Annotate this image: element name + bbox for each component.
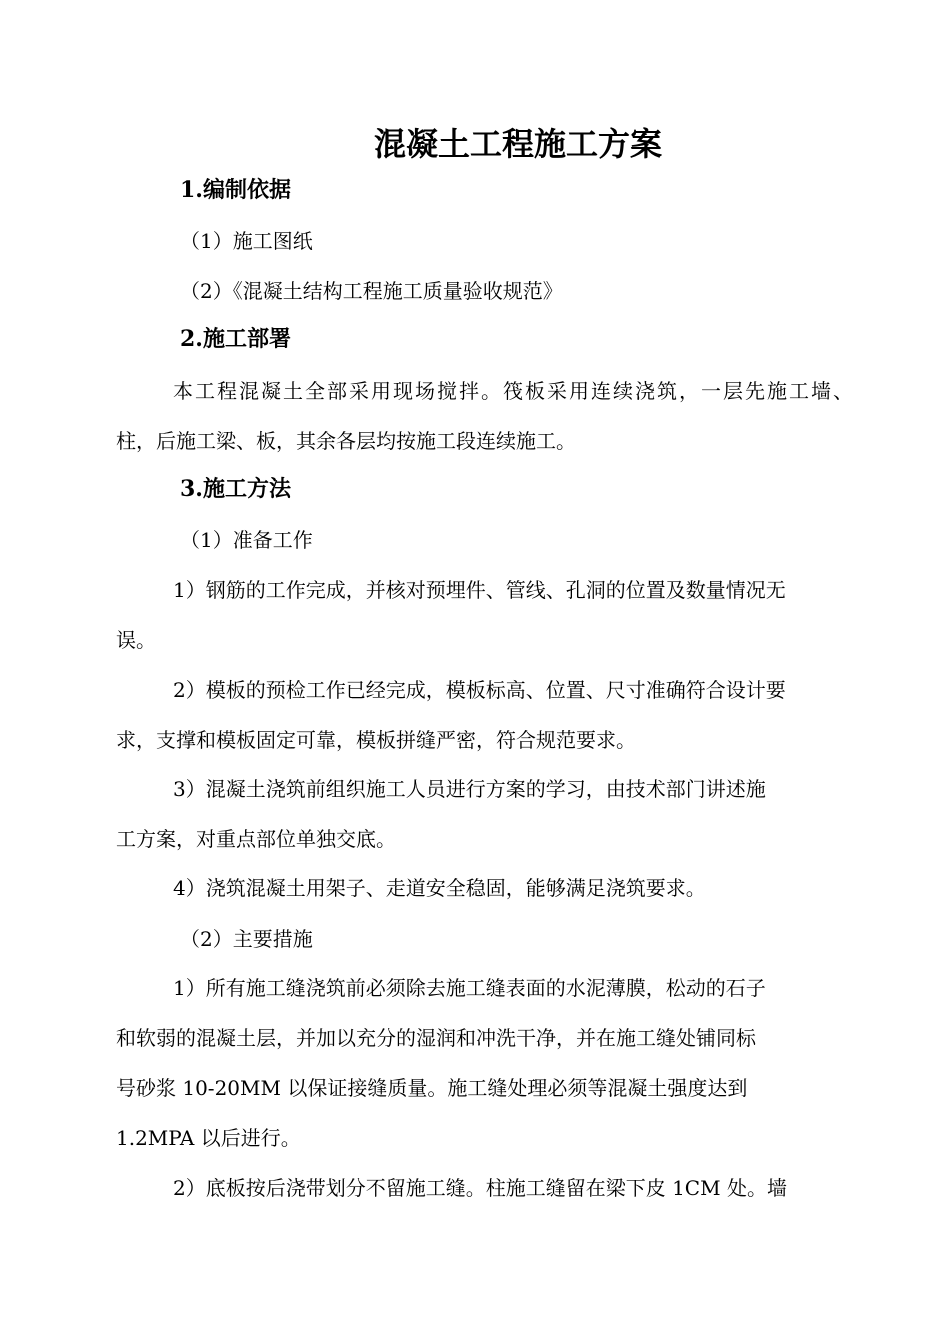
section-heading-method: 3.施工方法 <box>180 476 291 502</box>
measure-1-line-1: 1）所有施工缝浇筑前必须除去施工缝表面的水泥薄膜，松动的石子 <box>173 976 766 1000</box>
prep-item-3-line-2: 工方案，对重点部位单独交底。 <box>116 827 396 851</box>
measure-1-line-2: 和软弱的混凝土层，并加以充分的湿润和冲洗干净，并在施工缝处铺同标 <box>116 1026 756 1050</box>
prep-item-1-line-1: 1）钢筋的工作完成，并核对预埋件、管线、孔洞的位置及数量情况无 <box>173 578 786 602</box>
document-title: 混凝土工程施工方案 <box>373 125 662 163</box>
section-heading-deployment: 2.施工部署 <box>180 326 291 352</box>
section-heading-basis: 1.编制依据 <box>180 177 291 203</box>
basis-item-1: （1）施工图纸 <box>180 229 313 253</box>
subheading-preparation: （1）准备工作 <box>180 528 313 552</box>
deployment-paragraph-line-2: 柱，后施工梁、板，其余各层均按施工段连续施工。 <box>116 429 576 453</box>
prep-item-1-line-2: 误。 <box>116 628 156 652</box>
prep-item-2-line-2: 求，支撑和模板固定可靠，模板拼缝严密，符合规范要求。 <box>116 728 636 752</box>
prep-item-4-line-1: 4）浇筑混凝土用架子、走道安全稳固，能够满足浇筑要求。 <box>173 876 706 900</box>
prep-item-2-line-1: 2）模板的预检工作已经完成，模板标高、位置、尺寸准确符合设计要 <box>173 678 786 702</box>
measure-2-line-1: 2）底板按后浇带划分不留施工缝。柱施工缝留在梁下皮 1CM 处。墙 <box>173 1176 787 1200</box>
prep-item-3-line-1: 3）混凝土浇筑前组织施工人员进行方案的学习，由技术部门讲述施 <box>173 777 766 801</box>
deployment-paragraph-line-1: 本工程混凝土全部采用现场搅拌。筏板采用连续浇筑，一层先施工墙、 <box>173 379 853 403</box>
measure-1-line-4: 1.2MPA 以后进行。 <box>116 1126 301 1150</box>
basis-item-2: （2）《混凝土结构工程施工质量验收规范》 <box>180 279 563 303</box>
measure-1-line-3: 号砂浆 10-20MM 以保证接缝质量。施工缝处理必须等混凝土强度达到 <box>116 1076 748 1100</box>
subheading-main-measures: （2）主要措施 <box>180 927 313 951</box>
